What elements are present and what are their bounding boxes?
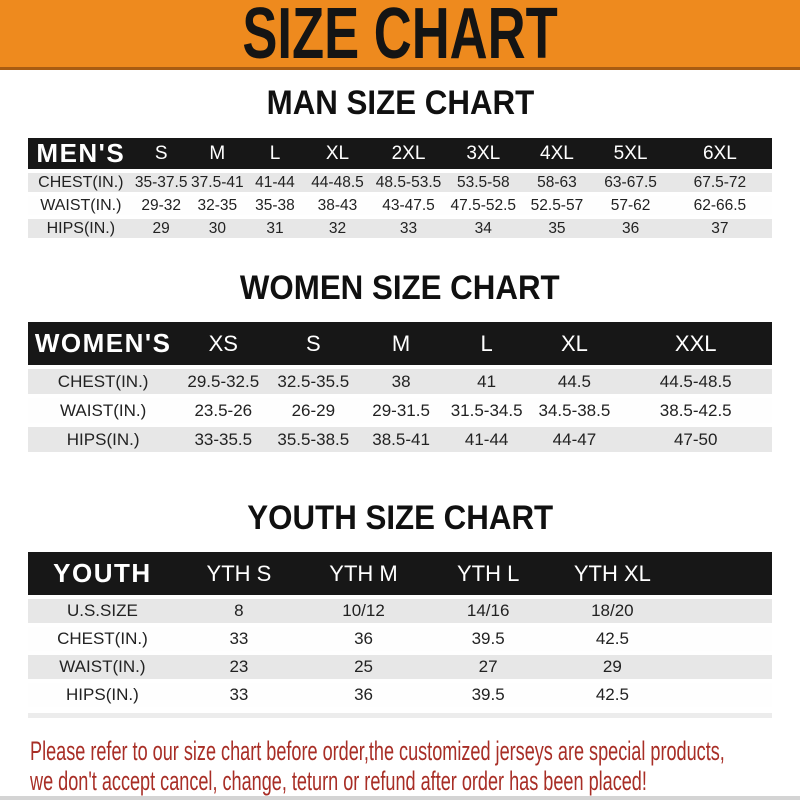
measurement-value: 48.5-53.5 — [375, 173, 442, 191]
measurement-value: 44.5 — [557, 371, 591, 391]
measurement-value: 29.5-32.5 — [187, 371, 260, 391]
measurement-row — [28, 173, 772, 192]
size-column-header: YTH M — [301, 552, 426, 595]
measurement-value: 38.5-42.5 — [659, 400, 732, 420]
measurement-row — [28, 219, 772, 238]
measurement-value: 63-67.5 — [604, 173, 657, 191]
measurement-value: 35.5-38.5 — [277, 429, 350, 449]
row-label: CHEST(IN.) — [57, 629, 148, 648]
row-label: HIPS(IN.) — [46, 219, 116, 237]
row-label: WAIST(IN.) — [40, 196, 122, 214]
corner-label: MEN'S — [28, 138, 134, 169]
measurement-value: 62-66.5 — [693, 196, 747, 214]
measurement-value: 41-44 — [464, 429, 509, 449]
measurement-row — [28, 599, 772, 623]
measurement-value: 43-47.5 — [382, 196, 435, 214]
corner-label: YOUTH — [28, 552, 177, 595]
size-column-header: YTH L — [426, 552, 550, 595]
measurement-value: 47.5-52.5 — [450, 196, 517, 214]
measurement-value: 44-48.5 — [311, 173, 364, 191]
size-header-row — [28, 322, 772, 365]
measurement-value: 35-37.5 — [134, 173, 188, 191]
size-header-row — [28, 552, 772, 595]
row-label: HIPS(IN.) — [66, 685, 139, 704]
blank-header-cell — [674, 552, 772, 595]
measurement-value: 37 — [711, 219, 729, 237]
men-section-heading-text: MAN SIZE CHART — [266, 84, 534, 122]
youth-table-wrap — [28, 548, 772, 711]
measurement-value: 36 — [354, 629, 373, 648]
measurement-value: 32.5-35.5 — [277, 371, 350, 391]
blank-cell — [674, 627, 772, 651]
measurement-row — [28, 427, 772, 452]
size-column-header: S — [268, 322, 358, 365]
measurement-value: 39.5 — [471, 629, 505, 648]
measurement-value: 34.5-38.5 — [538, 400, 611, 420]
measurement-value: 41-44 — [255, 173, 295, 191]
divider — [28, 713, 772, 718]
size-column-header: 5XL — [593, 138, 667, 169]
measurement-value: 35-38 — [255, 196, 295, 214]
measurement-value: 47-50 — [673, 429, 718, 449]
measurement-value: 58-63 — [537, 173, 577, 191]
size-column-header: L — [246, 138, 304, 169]
row-label: CHEST(IN.) — [57, 371, 149, 391]
men-section-heading — [0, 83, 800, 123]
measurement-value: 23.5-26 — [194, 400, 253, 420]
measurement-value: 8 — [234, 601, 244, 620]
order-notice-line1: Please refer to our size chart before order,the customized jerseys are special products, — [30, 736, 725, 766]
order-notice-line2: we don't accept cancel, change, teturn or refund after order has been placed! — [30, 766, 647, 796]
measurement-value: 27 — [478, 657, 498, 676]
size-column-header: M — [189, 138, 246, 169]
size-column-header: M — [358, 322, 444, 365]
size-column-header: 3XL — [446, 138, 520, 169]
measurement-row — [28, 196, 772, 215]
size-column-header: XL — [304, 138, 371, 169]
measurement-value: 53.5-58 — [457, 173, 510, 191]
measurement-value: 25 — [354, 657, 373, 676]
measurement-value: 42.5 — [595, 685, 629, 704]
size-column-header: L — [444, 322, 530, 365]
measurement-value: 33 — [399, 219, 418, 237]
corner-label: WOMEN'S — [28, 322, 178, 365]
measurement-value: 31 — [266, 219, 284, 237]
measurement-value: 14/16 — [466, 601, 510, 620]
women-size-table — [28, 318, 772, 456]
banner-title: SIZE CHART — [242, 0, 558, 74]
youth-section-heading-text: YOUTH SIZE CHART — [247, 499, 553, 537]
men-size-table — [28, 134, 772, 242]
measurement-value: 30 — [208, 219, 226, 237]
measurement-value: 23 — [229, 657, 249, 676]
measurement-value: 38 — [391, 371, 411, 391]
size-column-header: XS — [178, 322, 268, 365]
measurement-value: 32 — [328, 219, 347, 237]
men-table-wrap — [28, 134, 772, 242]
measurement-value: 44-47 — [552, 429, 597, 449]
measurement-value: 57-62 — [610, 196, 651, 214]
measurement-row — [28, 683, 772, 707]
measurement-value: 36 — [354, 685, 373, 704]
size-column-header: YTH S — [177, 552, 301, 595]
row-label: HIPS(IN.) — [66, 429, 140, 449]
measurement-value: 37.5-41 — [191, 173, 244, 191]
measurement-value: 52.5-57 — [530, 196, 584, 214]
order-notice — [30, 736, 800, 796]
blank-cell — [674, 599, 772, 623]
size-column-header: YTH XL — [550, 552, 674, 595]
measurement-row — [28, 398, 772, 423]
measurement-value: 26-29 — [291, 400, 336, 420]
measurement-row — [28, 369, 772, 394]
blank-cell — [674, 655, 772, 679]
measurement-value: 18/20 — [591, 601, 634, 620]
measurement-value: 32-35 — [197, 196, 238, 214]
women-section-heading — [0, 268, 800, 308]
measurement-value: 33 — [229, 685, 249, 704]
measurement-value: 33 — [229, 629, 249, 648]
size-column-header: XL — [529, 322, 619, 365]
measurement-value: 36 — [621, 219, 640, 237]
youth-size-table — [28, 548, 772, 711]
measurement-value: 67.5-72 — [693, 173, 747, 191]
measurement-value: 42.5 — [595, 629, 629, 648]
size-column-header: XXL — [619, 322, 772, 365]
measurement-value: 44.5-48.5 — [659, 371, 732, 391]
measurement-value: 41 — [477, 371, 497, 391]
size-header-row — [28, 138, 772, 169]
row-label: U.S.SIZE — [66, 601, 138, 620]
measurement-value: 10/12 — [342, 601, 385, 620]
measurement-value: 31.5-34.5 — [450, 400, 523, 420]
blank-cell — [674, 683, 772, 707]
size-column-header: 2XL — [371, 138, 446, 169]
measurement-value: 34 — [474, 219, 492, 237]
women-table-wrap — [28, 318, 772, 456]
measurement-value: 39.5 — [471, 685, 505, 704]
measurement-value: 38.5-41 — [372, 429, 430, 449]
size-column-header: S — [134, 138, 189, 169]
measurement-value: 29 — [602, 657, 622, 676]
size-column-header: 6XL — [668, 138, 772, 169]
measurement-value: 29 — [152, 219, 170, 237]
size-column-header: 4XL — [520, 138, 593, 169]
measurement-row — [28, 627, 772, 651]
row-label: CHEST(IN.) — [38, 173, 124, 191]
bottom-edge-strip — [0, 796, 800, 800]
measurement-value: 35 — [548, 219, 566, 237]
measurement-value: 29-31.5 — [372, 400, 430, 420]
row-label: WAIST(IN.) — [59, 657, 146, 676]
banner — [0, 0, 800, 74]
measurement-value: 33-35.5 — [194, 429, 253, 449]
women-section-heading-text: WOMEN SIZE CHART — [240, 269, 560, 307]
measurement-value: 29-32 — [141, 196, 181, 214]
measurement-value: 38-43 — [317, 196, 358, 214]
measurement-row — [28, 655, 772, 679]
row-label: WAIST(IN.) — [60, 400, 147, 420]
youth-section-heading — [0, 498, 800, 538]
